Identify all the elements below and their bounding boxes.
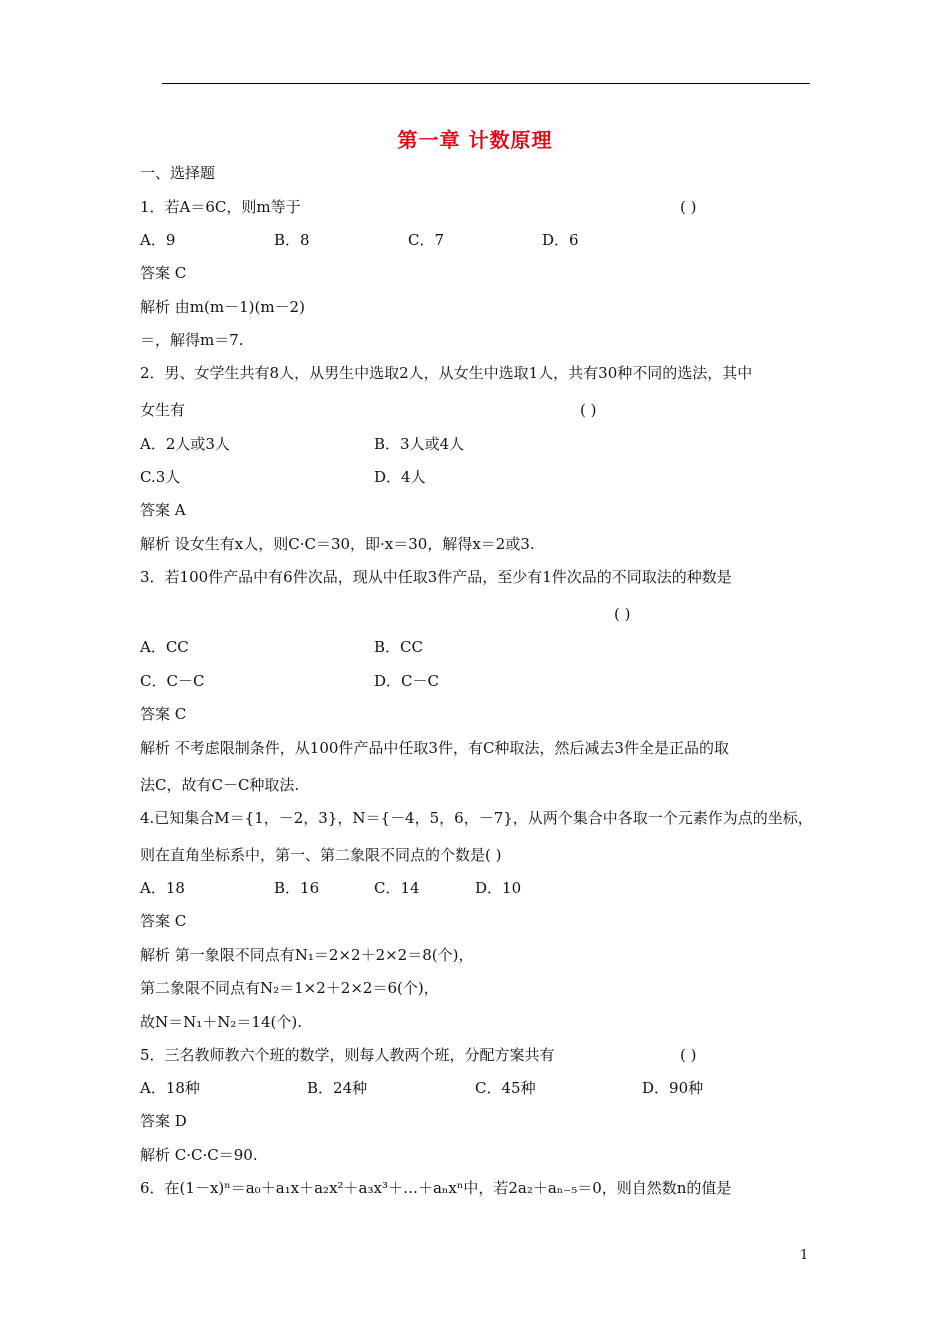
q2-option-a: A．2人或3人 <box>140 435 230 453</box>
q1-option-b: B．8 <box>274 231 310 249</box>
q1-answer: 答案 C <box>140 264 187 282</box>
q1-option-a: A．9 <box>140 231 176 249</box>
q3-answer: 答案 C <box>140 705 187 723</box>
q3-analysis-line1: 解析 不考虑限制条件，从100件产品中任取3件，有C种取法，然后减去3件全是正品的取 <box>140 739 729 757</box>
header-rule <box>162 83 810 84</box>
q2-stem-line1: 2．男、女学生共有8人，从男生中选取2人，从女生中选取1人，共有30种不同的选法，其中 <box>140 364 753 382</box>
q4-analysis-line3: 故N＝N₁＋N₂＝14(个). <box>140 1013 302 1031</box>
q5-option-d: D．90种 <box>642 1079 704 1097</box>
q3-answer-paren: ( ) <box>614 605 631 623</box>
q1-analysis-line1: 解析 由m(m－1)(m－2) <box>140 298 305 316</box>
q4-answer: 答案 C <box>140 912 187 930</box>
q5-answer: 答案 D <box>140 1112 187 1130</box>
section-heading: 一、选择题 <box>140 164 216 182</box>
q3-analysis-line2: 法C，故有C－C种取法. <box>140 776 300 794</box>
q5-answer-paren: ( ) <box>680 1046 697 1064</box>
q1-option-d: D．6 <box>542 231 579 249</box>
q2-answer-paren: ( ) <box>580 401 597 419</box>
q5-analysis: 解析 C·C·C＝90. <box>140 1146 258 1164</box>
page-number: 1 <box>800 1248 809 1263</box>
q2-option-c: C.3人 <box>140 468 181 486</box>
q4-option-d: D．10 <box>475 879 522 897</box>
q3-option-b: B．CC <box>374 638 423 656</box>
q5-option-b: B．24种 <box>307 1079 368 1097</box>
q4-option-a: A．18 <box>140 879 185 897</box>
q3-stem: 3．若100件产品中有6件次品，现从中任取3件产品，至少有1件次品的不同取法的种数是 <box>140 568 732 586</box>
q1-option-c: C．7 <box>408 231 445 249</box>
q1-stem: 1．若A＝6C，则m等于 <box>140 198 301 216</box>
q2-answer: 答案 A <box>140 501 186 519</box>
q4-analysis-line1: 解析 第一象限不同点有N₁＝2×2＋2×2＝8(个)， <box>140 946 474 964</box>
q4-stem-line1: 4.已知集合M＝{1，－2，3}，N＝{－4，5，6，－7}，从两个集合中各取一个元素作为点的坐标， <box>140 809 813 827</box>
q5-option-c: C．45种 <box>475 1079 536 1097</box>
q4-option-c: C．14 <box>374 879 420 897</box>
q2-analysis: 解析 设女生有x人，则C·C＝30，即·x＝30，解得x＝2或3. <box>140 535 535 553</box>
q2-option-d: D．4人 <box>374 468 426 486</box>
q5-option-a: A．18种 <box>140 1079 200 1097</box>
q4-option-b: B．16 <box>274 879 320 897</box>
q1-analysis-line2: ＝，解得m＝7. <box>140 331 244 349</box>
q6-stem: 6．在(1－x)ⁿ＝a₀＋a₁x＋a₂x²＋a₃x³＋…＋aₙxⁿ中，若2a₂＋aₙ₋₅＝0，则自然数n的值是 <box>140 1179 732 1197</box>
q4-stem-line2: 则在直角坐标系中，第一、第二象限不同点的个数是( ) <box>140 846 502 864</box>
q3-option-c: C．C－C <box>140 672 205 690</box>
q1-answer-paren: ( ) <box>680 198 697 216</box>
q3-option-d: D．C－C <box>374 672 439 690</box>
q2-option-b: B．3人或4人 <box>374 435 465 453</box>
q5-stem: 5．三名教师教六个班的数学，则每人教两个班，分配方案共有 <box>140 1046 555 1064</box>
q3-option-a: A．CC <box>140 638 189 656</box>
q2-stem-line2: 女生有 <box>140 401 186 419</box>
chapter-title: 第一章 计数原理 <box>397 128 553 152</box>
q4-analysis-line2: 第二象限不同点有N₂＝1×2＋2×2＝6(个)， <box>140 979 439 997</box>
